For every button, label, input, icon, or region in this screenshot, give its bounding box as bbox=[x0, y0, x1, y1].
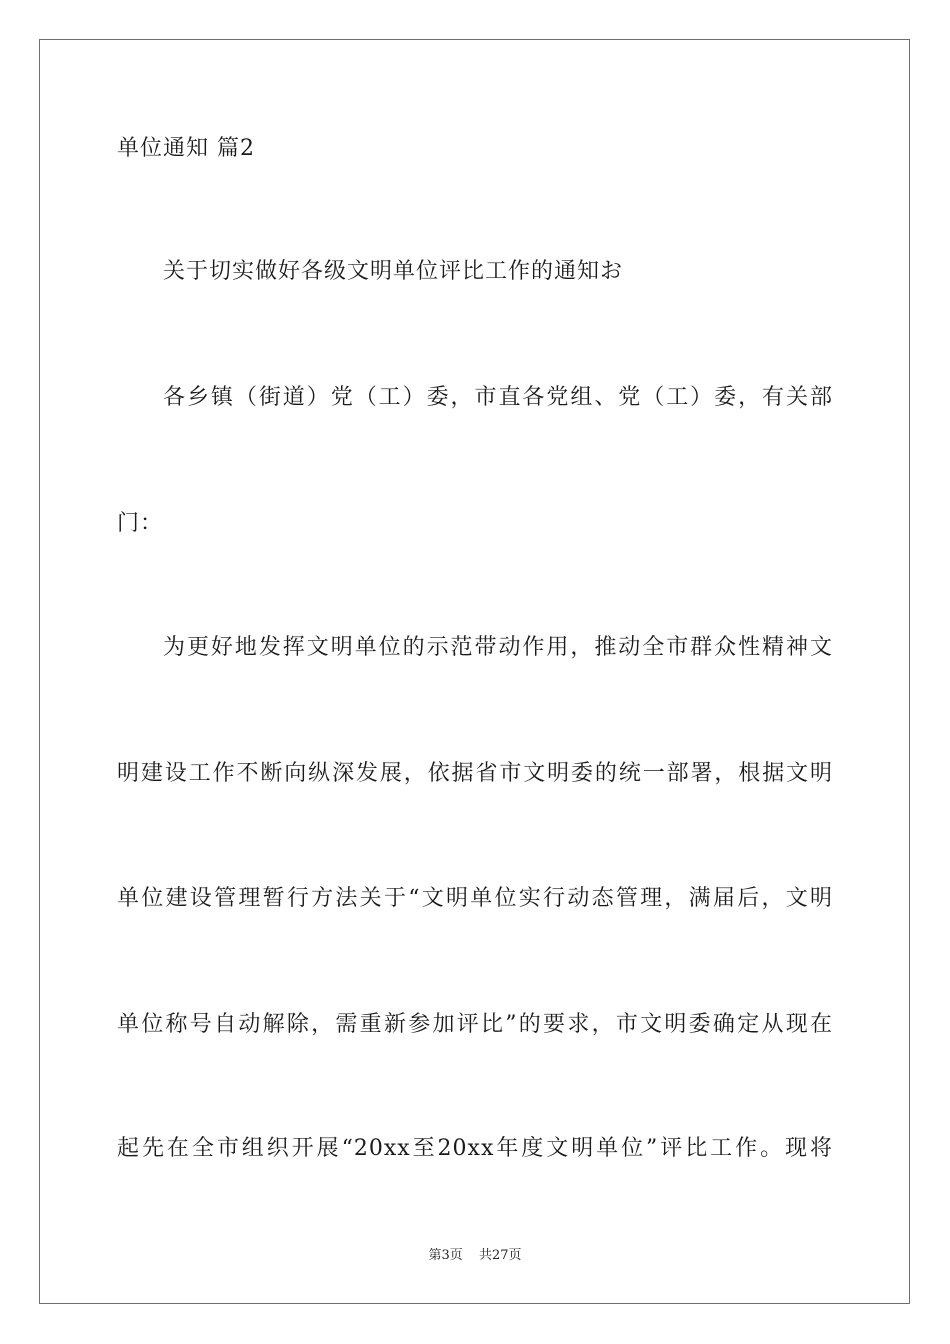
page-total: 共27页 bbox=[478, 1248, 522, 1263]
page-border bbox=[39, 39, 910, 1304]
body-line: 为更好地发挥文明单位的示范带动作用，推动全市群众性精神文 bbox=[163, 635, 833, 660]
body-line: 明建设工作不断向纵深发展，依据省市文明委的统一部署，根据文明 bbox=[117, 761, 833, 786]
addressee-line: 门： bbox=[117, 511, 164, 536]
body-line: 单位称号自动解除，需重新参加评比”的要求，市文明委确定从现在 bbox=[117, 1012, 833, 1037]
section-heading: 单位通知 篇2 bbox=[117, 136, 255, 161]
body-line: 单位建设管理暂行方法关于“文明单位实行动态管理，满届后，文明 bbox=[117, 886, 833, 911]
page-footer bbox=[0, 1247, 950, 1265]
addressee-line: 各乡镇（街道）党（工）委，市直各党组、党（工）委，有关部 bbox=[163, 385, 833, 410]
page-number: 第3页 bbox=[428, 1248, 463, 1263]
notice-title: 关于切实做好各级文明单位评比工作的通知お bbox=[163, 259, 624, 284]
body-line: 起先在全市组织开展“20xx至20xx年度文明单位”评比工作。现将 bbox=[117, 1136, 833, 1161]
